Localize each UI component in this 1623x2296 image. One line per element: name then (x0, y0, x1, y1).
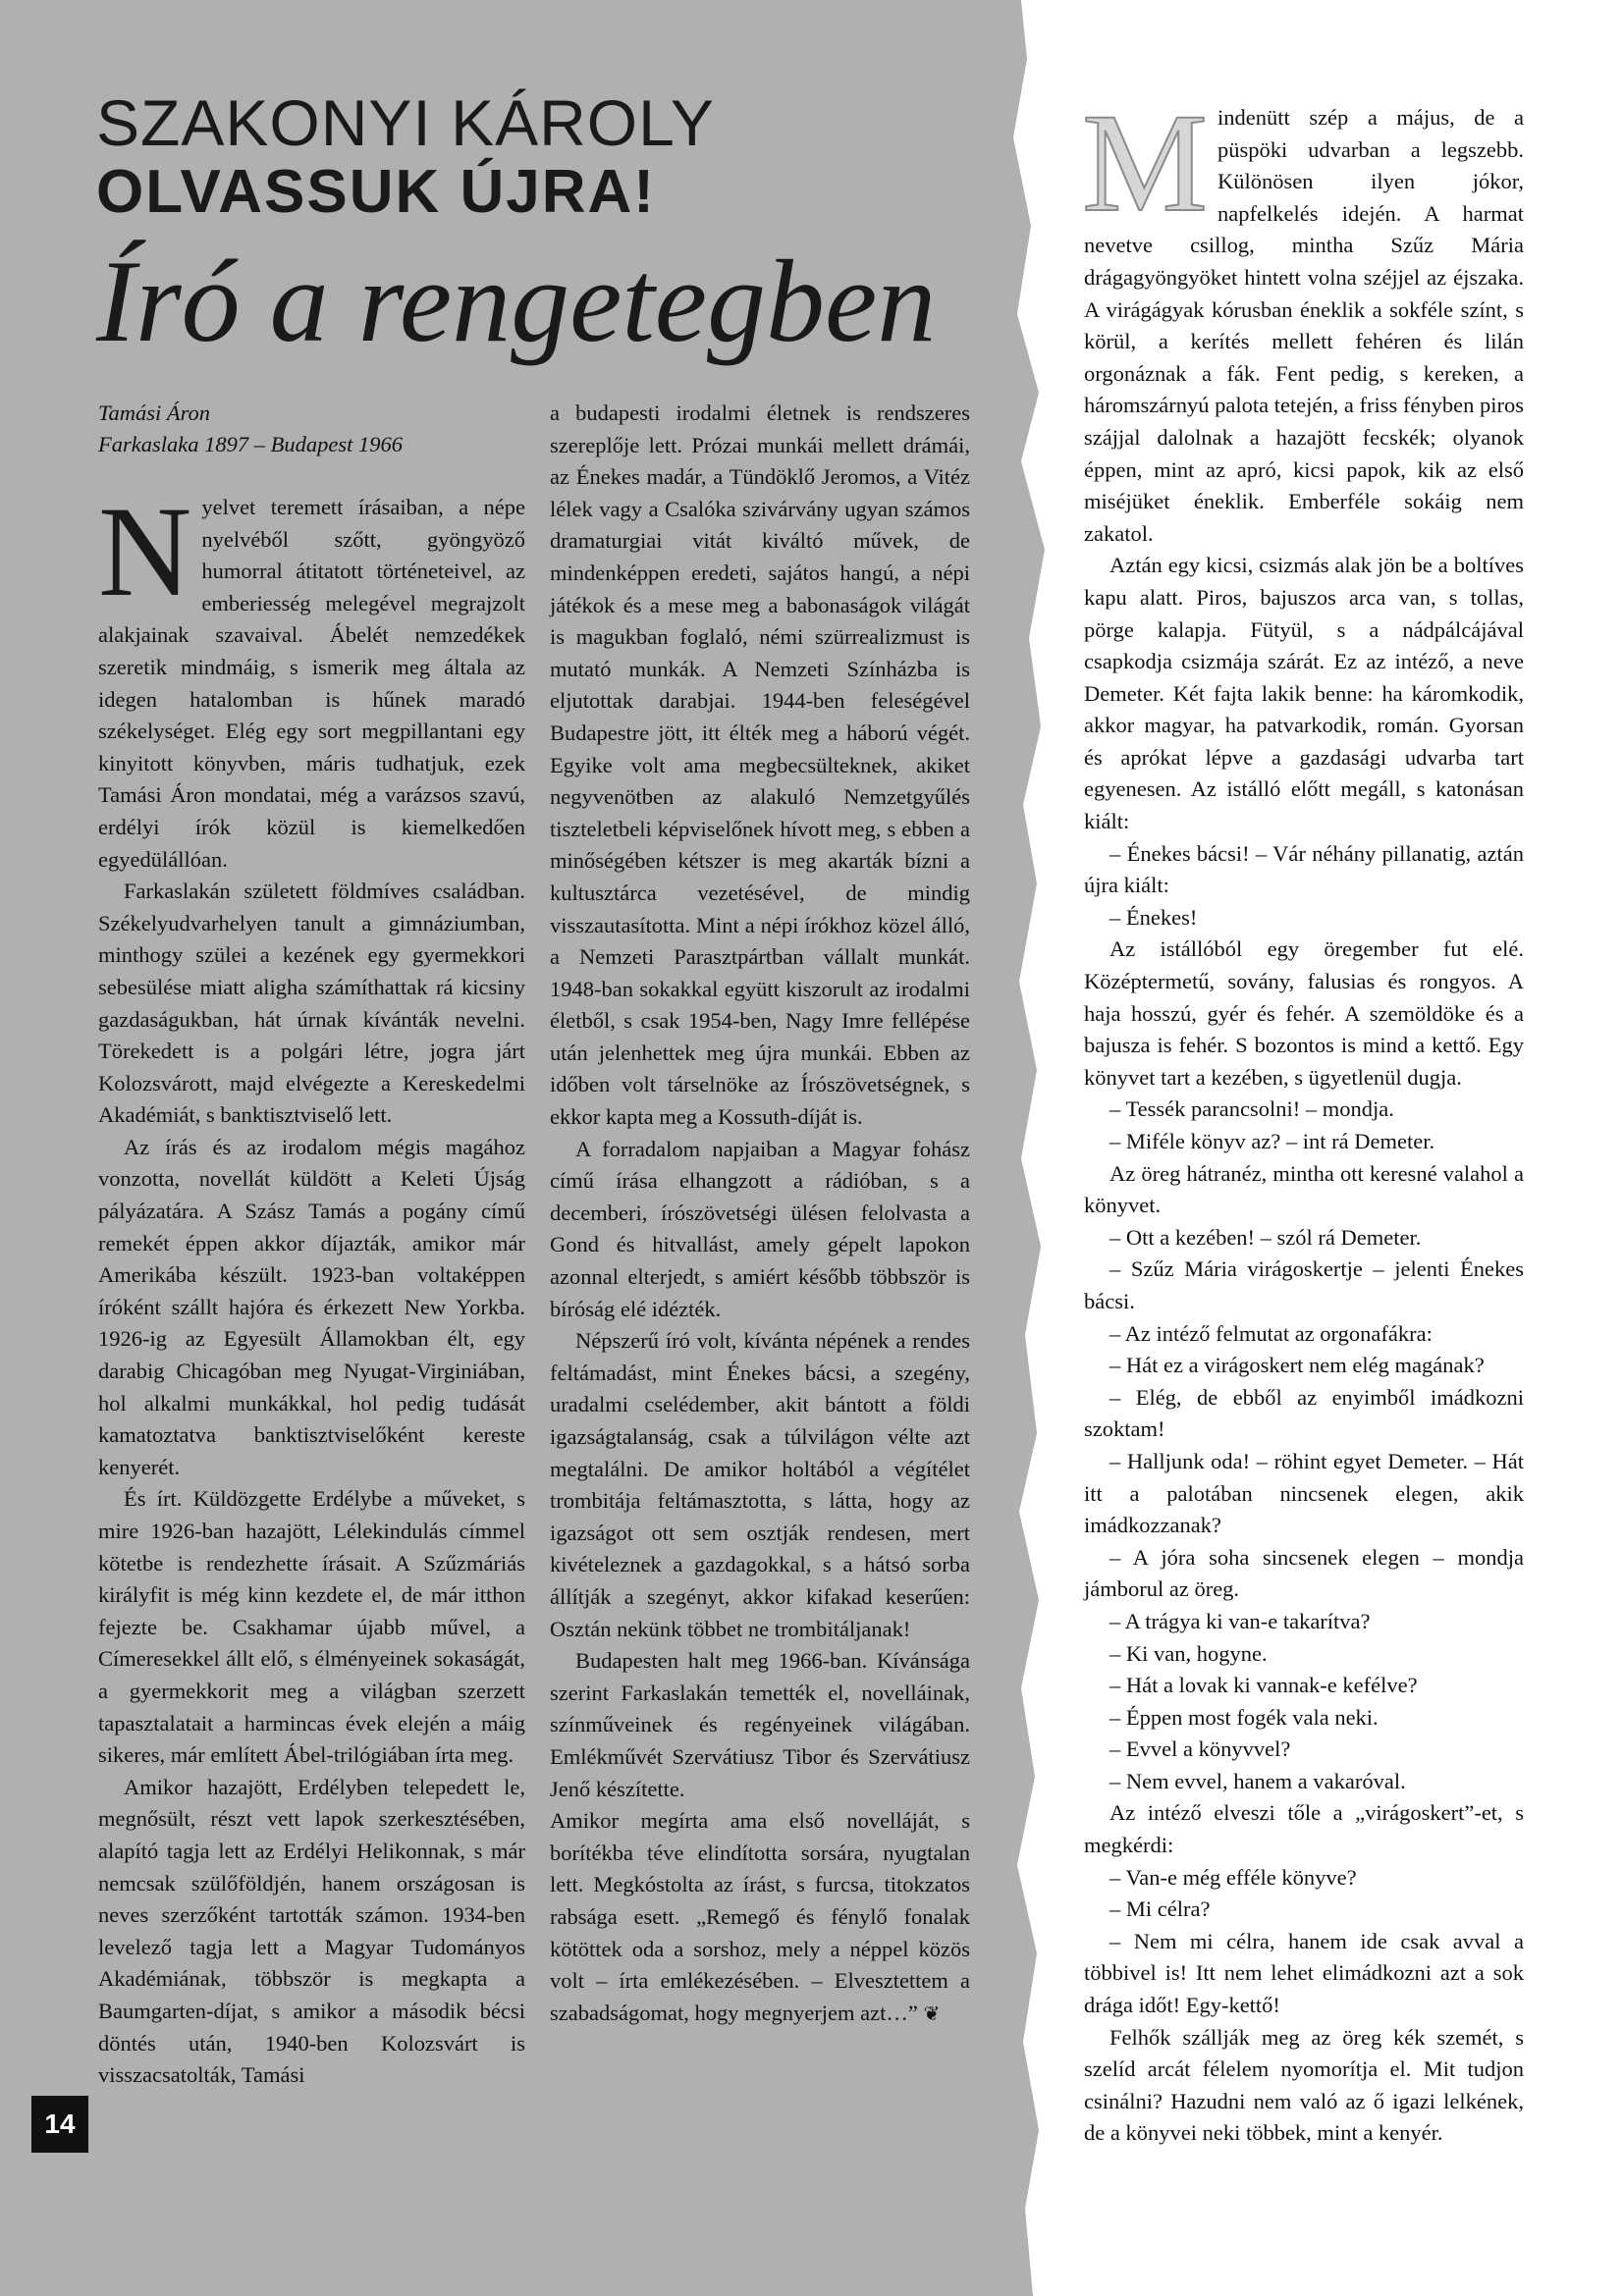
paragraph: Az írás és az irodalom mégis magához vonzotta, novellát küldött a Keleti Újság pályázatára. A Szász Tamás a pogány című remekét éppen akkor díjazták, amikor már Amerikába készült. 1923-ban voltaképpen íróként szállt hajóra és érkezett New Yorkba. 1926-ig az Egyesült Államokban élt, egy darabig Chicagóban meg Nyugat-Virginiában, hol alkalmi munkákkal, hol pedig tudását kamatoztatva banktisztviselőként kereste kenyerét. (98, 1134, 525, 1479)
story-paragraph: – Miféle könyv az? – int rá Demeter. (1109, 1129, 1435, 1153)
paragraph: És írt. Küldözgette Erdélybe a műveket, s mire 1926-ban hazajött, Lélekindulás címmel kötetbe is rendezhette írásait. A Szűzmáriás királyfit is még kinn kezdete el, de már itthon fejezte be. Csakhamar újabb művel, a Címeresekkel állt elő, s élményeinek sokaságát, a gyermekkorit meg a világban szerzett tapasztalatait a harmincas évek elején a máig sikeres, már említett Ábel-trilógiában írta meg. (98, 1486, 525, 1768)
paragraph: Népszerű író volt, kívánta népének a rendes feltámadást, mint Énekes bácsi, a szegény, uradalmi cselédember, akit bántott a földi igazságtalanság, csak a túlvilágon vélte azt megtalálni. De amikor holtából a végítélet trombitája feltámasztotta, s látta, hogy az igazságot ott sem osztják rendesen, mert kivételeznek a gazdagokkal, s a hátsó sorba állítják a szegényt, akkor kifakad keserűen: Osztán nekünk többet ne trombitáljanak! (550, 1328, 970, 1641)
story-paragraph: – Mi célra? (1109, 1896, 1211, 1922)
article-header (96, 88, 980, 365)
story-paragraph: – Énekes! (1109, 904, 1198, 930)
paragraph (98, 479, 525, 876)
story-paragraph: – Ki van, hogyne. (1109, 1640, 1268, 1666)
byline-name: Tamási Áron (98, 400, 210, 425)
paragraph-text: indenütt szép a május, de a püspöki udvarban a legszebb. Különösen ilyen jókor, napfelkelés idején. A harmat nevetve csillog, mintha Szűz Mária drágagyöngyöket hintett volna széjjel az éjszaka. A virágágyak kórusban éneklik a sokféle színt, s körül, a kerítés mellett fehéren és lilán orgonáznak a fák. Fent pedig, s kereken, a háromszárnyú palota tetején, a friss fényben piros szájjal dalolnak a hazajött fecskék; olyanok éppen, mint az apró, kicsi papok, kik az első miséjüket éneklik. Emberféle sokáig nem zakatol. (1084, 105, 1524, 546)
story-paragraph: – Szűz Mária virágoskertje – jelenti Énekes bácsi. (1084, 1256, 1524, 1313)
story-paragraph (1082, 85, 1524, 550)
story-paragraph: Az intéző elveszi tőle a „virágoskert”-et, s megkérdi: (1084, 1800, 1524, 1858)
drop-cap: N (98, 479, 192, 623)
paragraph: Budapesten halt meg 1966-ban. Kívánsága szerint Farkaslakán temették el, novelláinak, színműveinek és regényeinek világában. Emlékművét Szervátiusz Tibor és Szervátiusz Jenő készítette. (550, 1648, 970, 1801)
paragraph: a budapesti irodalmi életnek is rendszeres szereplője lett. Prózai munkái mellett drámái, az Énekes madár, a Tündöklő Jeromos, a Vitéz lélek vagy a Csalóka szivárvány ugyan számos dramaturgiai vitát kiváltó művek, de mindenképpen eredeti, sajátos hangú, a népi játékok és a mese meg a babonaságok világát is magukban foglaló, némi szürrealizmust is mutató munkák. A Nemzeti Színházba is eljutottak darabjai. 1944-ben feleségével Budapestre jött, itt élték meg a háború végét. Egyike volt ama megbecsülteknek, akiket negyvenötben az alakuló Nemzetgyűlés tiszteletbeli képviselőnek hívott meg, s ebben a minőségében kétszer is meg akarták bízni a kultusztárca vezetésével, de mindig visszautasította. Mint a népi írókhoz közel álló, a Nemzeti Parasztpártban vállalt munkát. 1948-ban sokakkal együtt kiszorult az irodalmi életből, s csak 1954-ben, Nagy Imre fellépése után jelenhettek meg újra munkái. Ebben az időben volt társelnöke az Írószövetségnek, s ekkor kapta meg a Kossuth-díját is. (550, 400, 970, 1130)
story-paragraph: Felhők szállják meg az öreg kék szemét, s szelíd arcát félelem nyomorítja el. Mit tudjon csinálni? Hazudni nem való az ő igazi lelkének, de a könyvei neki többek, mint a kenyér. (1084, 2024, 1524, 2146)
story-paragraph: – Nem evvel, hanem a vakaróval. (1109, 1768, 1406, 1793)
story-paragraph: Az öreg hátranéz, mintha ott keresné valahol a könyvet. (1084, 1160, 1524, 1218)
story-paragraph: – A trágya ki van-e takarítva? (1109, 1608, 1371, 1633)
decorative-end-mark-icon: ❦ (923, 2002, 941, 2025)
paragraph: A forradalom napjaiban a Magyar fohász című írása elhangzott a rádióban, s a decemberi, írószövetségi ülésen felolvasta a Gond és hitvallást, amely gépelt lapokon azonnal elterjedt, s amiért később többször is bíróság elé idézték. (550, 1136, 970, 1321)
article-title: Író a rengetegben (96, 236, 937, 366)
story-paragraph: – Nem mi célra, hanem ide csak avval a többivel is! Itt nem lehet elimádkozni azt a sok drága időt! Egy-kettő! (1084, 1928, 1524, 2018)
story-paragraph: – Éppen most fogék vala neki. (1109, 1704, 1379, 1730)
paragraph: Farkaslakán született földmíves családban. Székelyudvarhelyen tanult a gimnáziumban, minthogy szülei a kezének egy gyermekkori sebesülése miatt aligha számíthattak rá kicsiny gazdaságukban, hát úrnak kívánták nevelni. Törekedett is a polgári létre, jogra járt Kolozsvárott, majd elvégezte a Kereskedelmi Akadémiát, s banktisztviselő lett. (98, 879, 525, 1128)
column-3-story (1082, 85, 1524, 2150)
story-paragraph: – Énekes bácsi! – Vár néhány pillanatig, aztán újra kiált: (1084, 840, 1524, 898)
story-paragraph: Aztán egy kicsi, csizmás alak jön be a boltíves kapu alatt. Piros, bajuszos arca van, s tollas, pörge kalapja. Fütyül, s a nádpálcájával csapkodja csizmája szárát. Ez az intéző, a neve Demeter. Két fajta lakik benne: ha káromkodik, akkor magyar, ha patvarkodik, román. Gyorsan és aprókat lépve a gazdasági udvarba tart egyenesen. Az istálló előtt megáll, s katonásan kiált: (1084, 553, 1524, 834)
paragraph-text: yelvet teremett írásaiban, a népe nyelvéből szőtt, gyöngyöző humorral átitatott történeteivel, az emberiesség melegével megrajzolt alakjainak szavaival. Ábelét nemzedékek szeretik mindmáig, s ismerik meg általa az idegen hatalomban is hűnek maradó székelységet. Elég egy sort megpillantani egy kinyitott könyvben, máris tudhatjuk, ezek Tamási Áron mondatai, még a varázsos szavú, erdélyi írók közül is kiemelkedően egyedülállóan. (98, 495, 525, 872)
story-paragraph: Az istállóból egy öregember fut elé. Középtermetű, sovány, falusias és rongyos. A haja hosszú, gyér és fehér. A szemöldöke és a bajusza is fehér. S bozontos is mind a kettő. Egy könyvet tart a kezében, s ügyetlenül dugja. (1084, 936, 1524, 1090)
story-paragraph: – Az intéző felmutat az orgonafákra: (1109, 1320, 1433, 1346)
story-paragraph: – Ott a kezében! – szól rá Demeter. (1109, 1224, 1422, 1250)
column-1 (98, 398, 525, 2092)
byline-dates: Farkaslaka 1897 – Budapest 1966 (98, 432, 403, 456)
story-paragraph: – Van-e még efféle könyve? (1109, 1864, 1357, 1890)
story-paragraph: – Hát ez a virágoskert nem elég magának? (1109, 1353, 1485, 1378)
story-paragraph: – Tessék parancsolni! – mondja. (1109, 1096, 1394, 1122)
paragraph: Amikor hazajött, Erdélyben telepedett le, megnősült, részt vett lapok szerkesztésében, alapító tagja lett az Erdélyi Helikonnak, s már nemcsak szülőföldjén, hanem országosan is neves szerzőként tartották számon. 1934-ben levelező tagja lett a Magyar Tudományos Akadémiának, többször is megkapta a Baumgarten-díjat, s amikor a második bécsi döntés után, 1940-ben Kolozsvárt is visszacsatolták, Tamási (98, 1774, 525, 2088)
story-paragraph: – A jóra soha sincsenek elegen – mondja jámborul az öreg. (1084, 1544, 1524, 1602)
paragraph (550, 1805, 970, 2030)
story-paragraph: – Hát a lovak ki vannak-e kefélve? (1109, 1673, 1418, 1698)
paragraph-text: Amikor megírta ama első novelláját, s borítékba téve elindította sorsára, nyugtalan lett. Megkóstolta az írást, s furcsa, titokzatos rabsága esett. „Remegő és fénylő fonalak kötöttek oda a sorshoz, mely a néppel közös volt – írta emlékezésében. – Elvesztettem a szabadságomat, hogy megnyerjem azt…” (550, 1808, 970, 2025)
column-2 (550, 398, 970, 2030)
story-paragraph: – Halljunk oda! – röhint egyet Demeter. – Hát itt a palotában nincsenek elegen, akik imádkozzanak? (1084, 1448, 1524, 1538)
story-paragraph: – Elég, de ebből az enyimből imádkozni szoktam! (1084, 1384, 1524, 1442)
drop-cap: M (1082, 85, 1209, 241)
story-paragraph: – Evvel a könyvvel? (1109, 1736, 1291, 1762)
series-title: OLVASSUK ÚJRA! (96, 158, 656, 226)
page-number: 14 (31, 2096, 88, 2153)
author-name: SZAKONYI KÁROLY (96, 86, 715, 159)
byline (98, 398, 525, 460)
